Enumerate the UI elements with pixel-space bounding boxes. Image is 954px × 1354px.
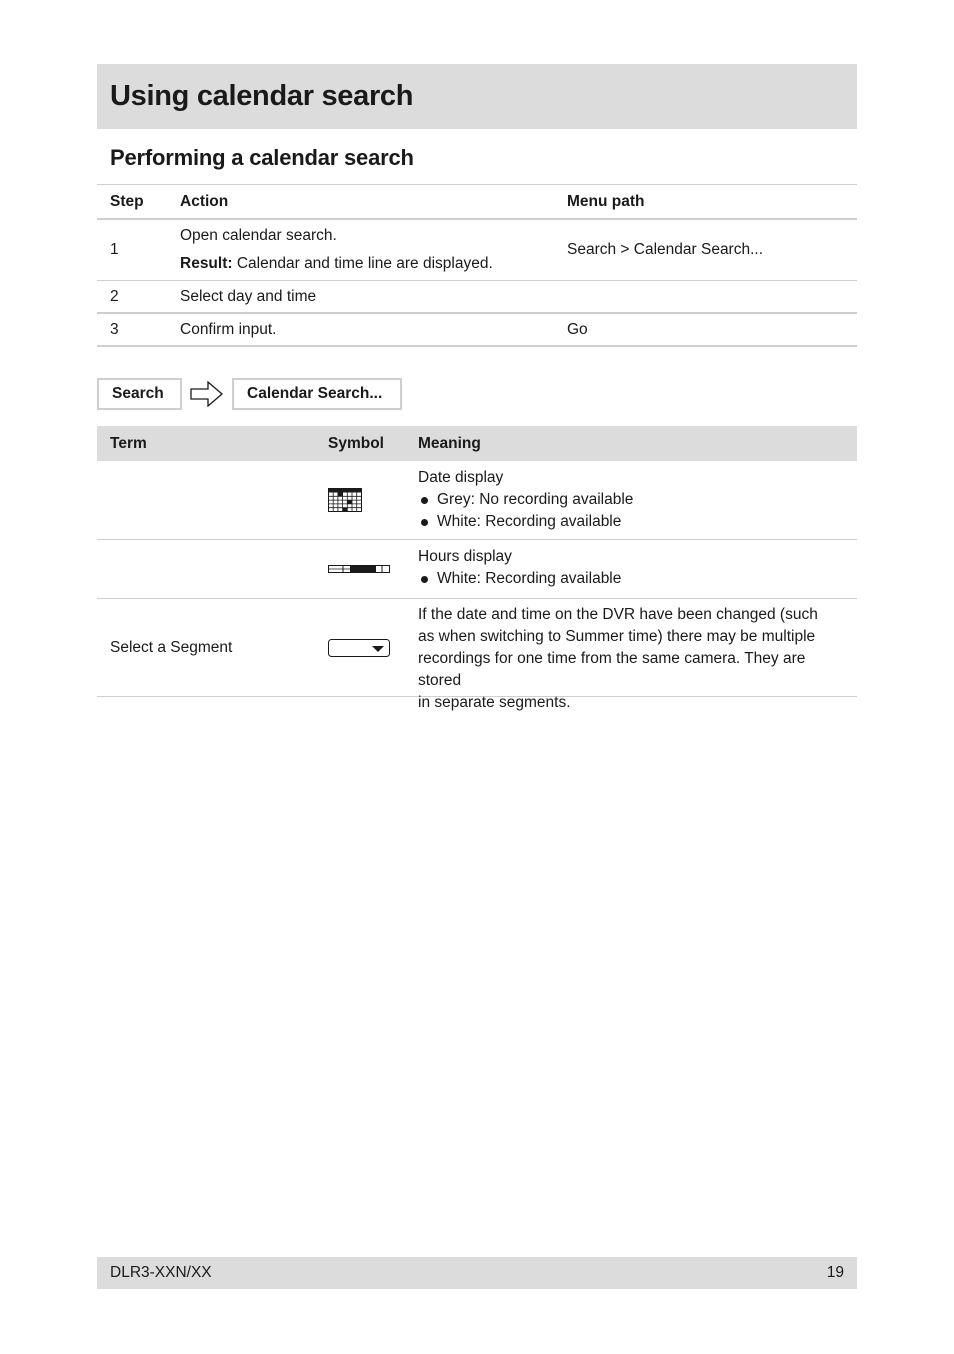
step-number: 1: [110, 241, 119, 258]
result-line: [180, 250, 567, 278]
meaning-cell: [418, 599, 857, 711]
page-number: 19: [826, 1264, 844, 1281]
page-footer: [97, 1257, 857, 1289]
table-row: [97, 281, 857, 314]
bullet-text: White: Recording available: [437, 513, 622, 530]
header-term: Term: [110, 434, 147, 452]
table-row: [97, 314, 857, 347]
meaning-cell: [418, 461, 857, 539]
table-row: [97, 540, 857, 599]
bullet-text: Grey: No recording available: [437, 491, 634, 508]
header-step: Step: [110, 192, 144, 210]
bullet-icon: [421, 576, 428, 583]
list-item: [418, 489, 841, 511]
meaning-title: Hours display: [418, 548, 512, 565]
page-title: Using calendar search: [110, 80, 414, 112]
step-action: Select day and time: [180, 287, 317, 305]
table-row: [97, 599, 857, 711]
right-arrow-icon: [182, 381, 232, 407]
step-action: [180, 222, 567, 278]
step-action: Confirm input.: [180, 320, 277, 338]
table-row: [97, 461, 857, 540]
action-text: Open calendar search.: [180, 227, 337, 244]
bullet-icon: [421, 519, 428, 526]
section-title: Performing a calendar search: [110, 145, 414, 170]
list-item: [418, 568, 841, 590]
header-menu-path: Menu path: [567, 192, 645, 210]
meaning-line: If the date and time on the DVR have been changed (such: [418, 606, 818, 623]
symbol-cell: [328, 461, 418, 539]
search-menu-button[interactable]: Search: [97, 378, 182, 410]
header-action: Action: [180, 192, 229, 210]
header-symbol: Symbol: [328, 434, 384, 452]
step-number: 2: [110, 287, 119, 305]
symbol-cell: [328, 540, 418, 598]
header-meaning: Meaning: [418, 434, 481, 452]
term-cell: [97, 461, 328, 539]
terms-table: [97, 426, 857, 711]
menu-path: Search > Calendar Search...: [567, 241, 764, 258]
menu-path: Go: [567, 320, 588, 338]
meaning-line: recordings for one time from the same camera. They are stored: [418, 650, 806, 689]
meaning-line: as when switching to Summer time) there may be multiple: [418, 628, 816, 645]
symbol-cell: [328, 599, 418, 696]
list-item: [418, 511, 841, 533]
meaning-cell: [418, 540, 857, 598]
meaning-line: in separate segments.: [418, 694, 571, 711]
steps-table-header: [97, 185, 857, 220]
result-label: Result:: [180, 255, 233, 272]
steps-table: [97, 184, 857, 347]
menu-navigation-path: [97, 378, 402, 410]
terms-table-header: [97, 426, 857, 461]
dropdown-icon: [328, 639, 390, 657]
meaning-title: Date display: [418, 469, 504, 486]
footer-model: DLR3-XXN/XX: [110, 1264, 212, 1281]
title-bar: [97, 64, 857, 129]
term-cell: [97, 540, 328, 598]
term-cell: Select a Segment: [110, 638, 233, 656]
bullet-icon: [421, 497, 428, 504]
calendar-search-menu-button[interactable]: Calendar Search...: [232, 378, 402, 410]
table-row: [97, 220, 857, 281]
calendar-grid-icon: [328, 488, 362, 512]
step-number: 3: [110, 320, 119, 338]
result-text: Calendar and time line are displayed.: [236, 255, 493, 272]
timeline-bar-icon: [328, 564, 390, 574]
bullet-text: White: Recording available: [437, 570, 622, 587]
